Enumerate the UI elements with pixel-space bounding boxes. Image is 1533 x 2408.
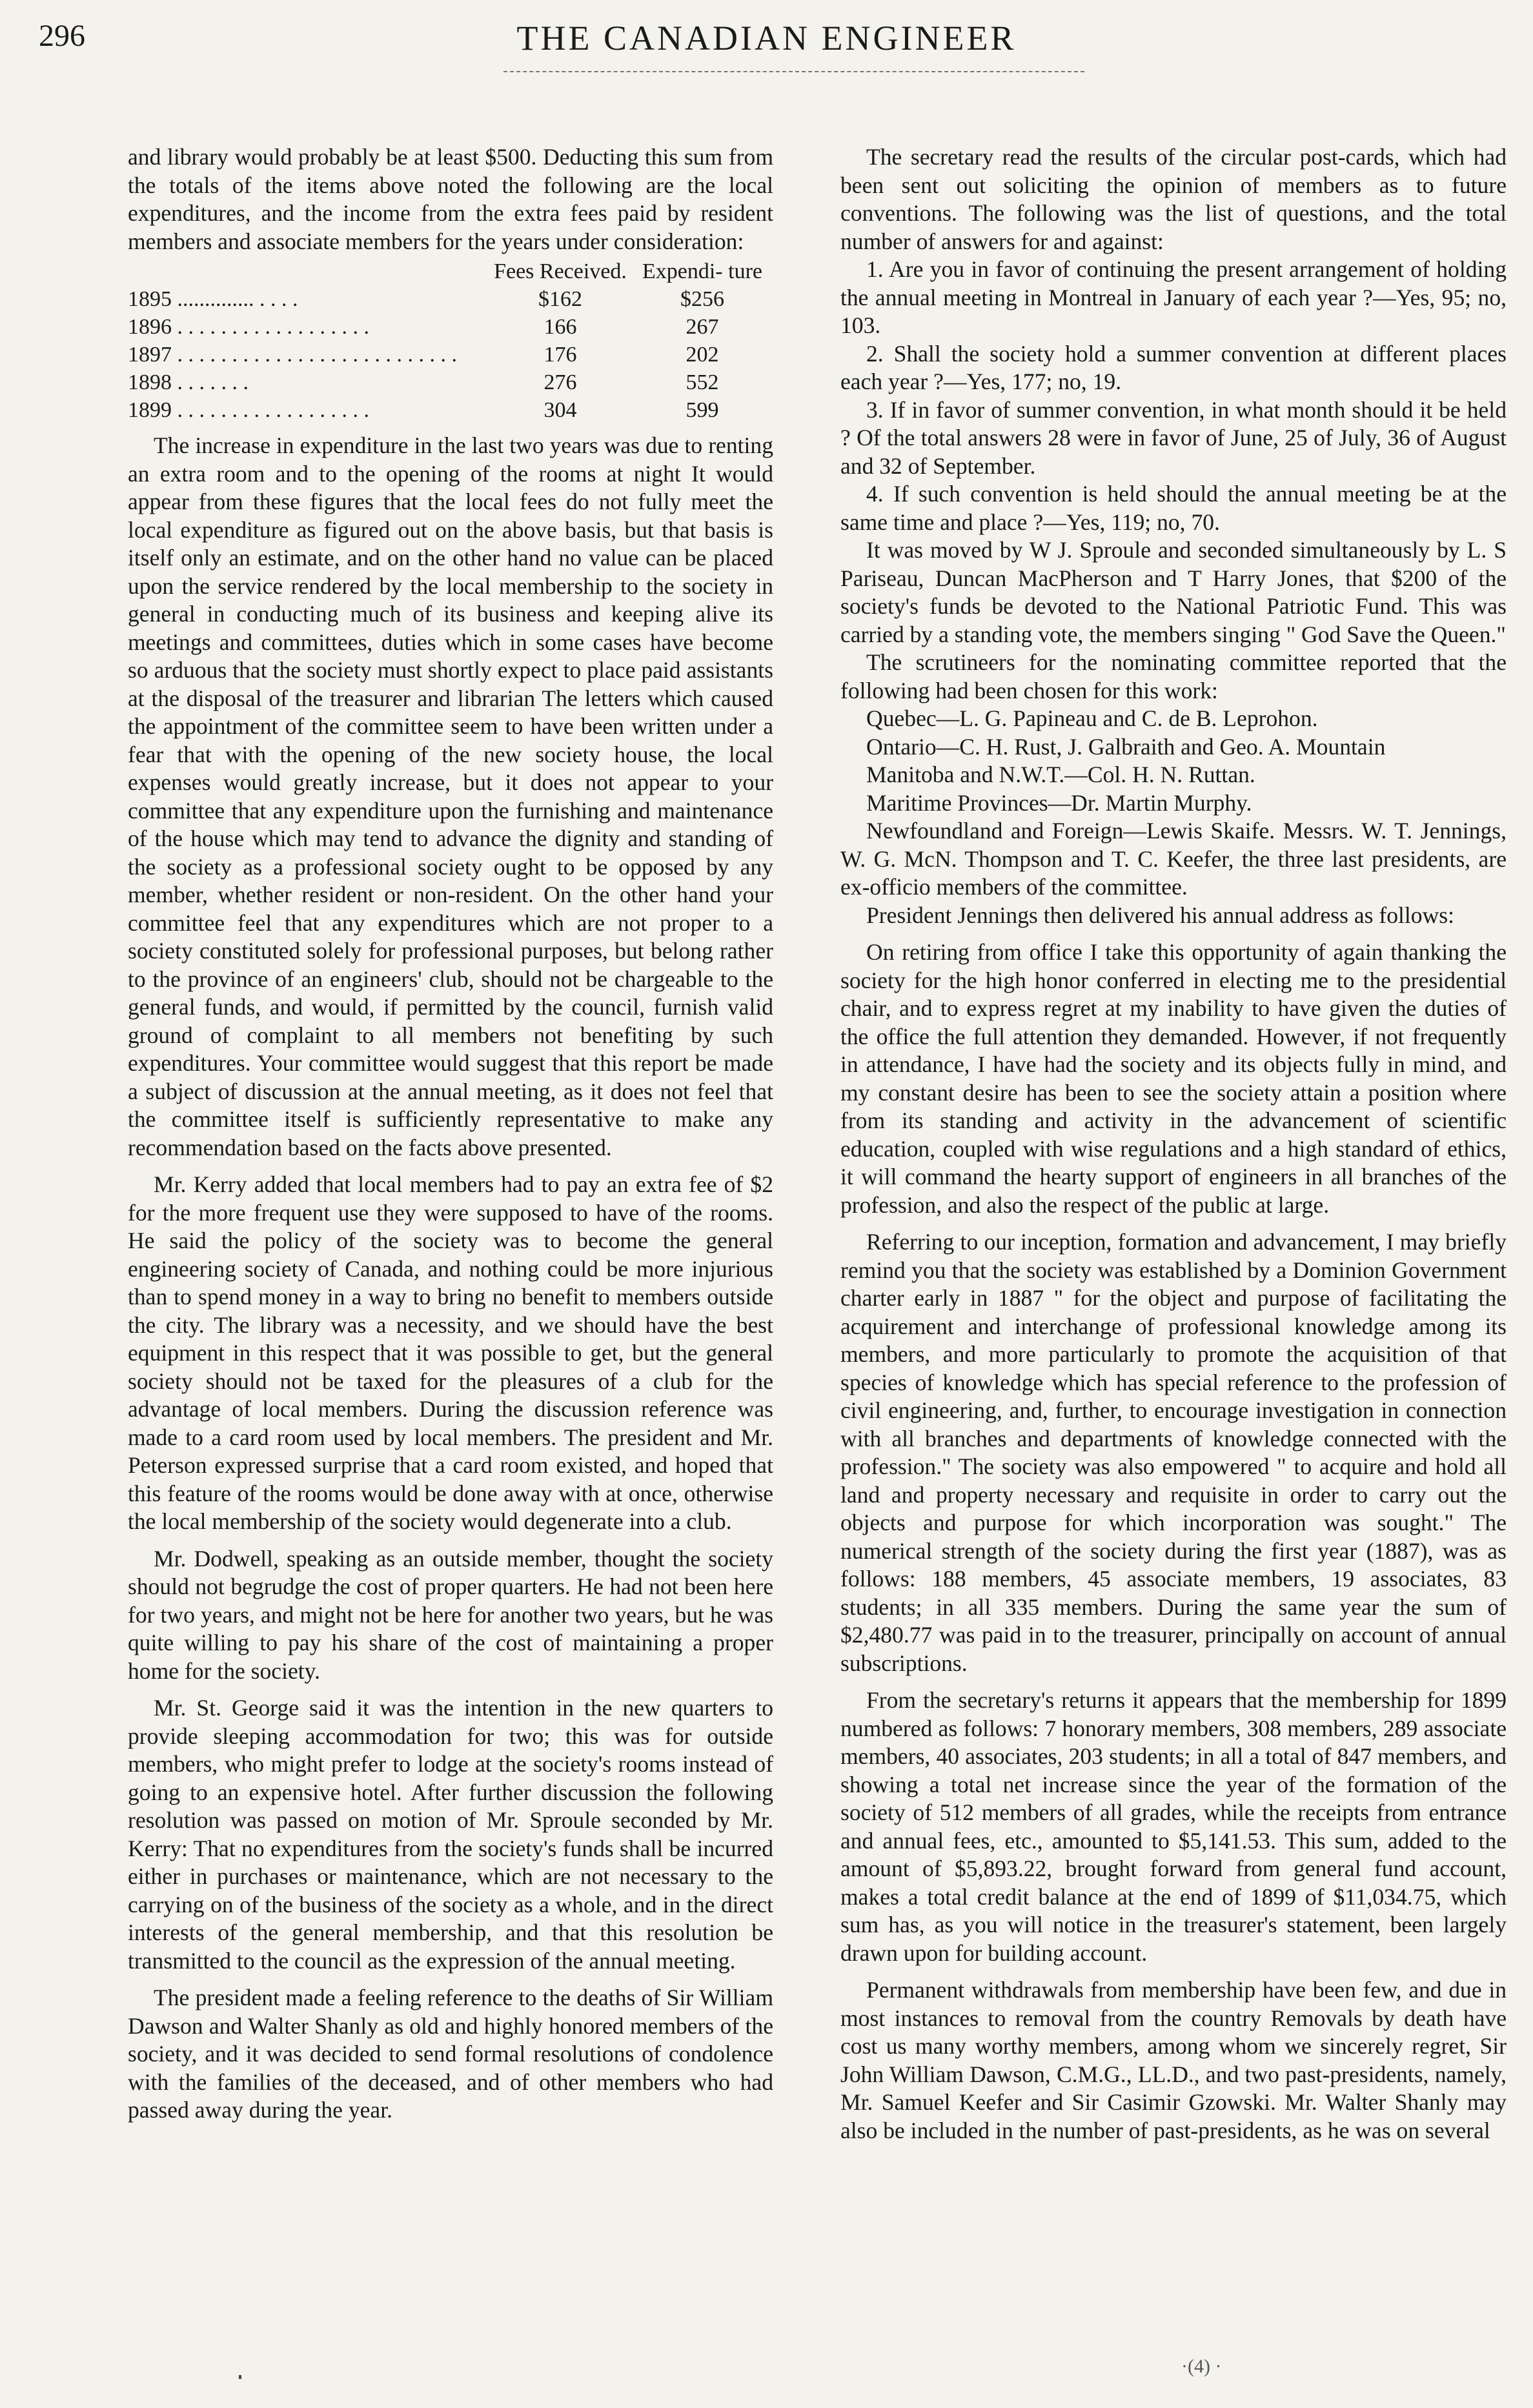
right-column: [840, 143, 1507, 2145]
year-cell: 1898 . . . . . . .: [128, 370, 249, 394]
exp-cell: 267: [685, 315, 719, 339]
paragraph-st-george: Mr. St. George said it was the intention in the new quarters to provide sleeping accommodation for two; this was for outside members, who might prefer to lodge at the society's rooms instead of going to an expensive hotel. After further discussion the following resolution was passed on motion of Mr. Sproule seconded by Mr. Kerry: That no expenditures from the society's funds shall be incurred either in purchases or maintenance, which are not necessary to the carrying on of the business of the society as a whole, and in the direct interests of the general membership, and that this resolution be transmitted to the council as the expression of the annual meeting.: [128, 1695, 773, 1974]
fees-cell: 166: [543, 315, 577, 339]
table-row: [128, 369, 773, 396]
address-paragraph-1: On retiring from office I take this opportunity of again thanking the society for the high honor conferred in electing me to the presidential chair, and to express regret at my inability to have given the duties of the office the full attention they demanded. However, if not frequently in attendance, I have had the society and its objects fully in mind, and my constant desire has been to see the society attain a position where from its standing and activity in the advancement of scientific education, coupled with wise regulations and a high standard of ethics, it will command the hearty support of engineers in all branches of the profession, and also the respect of the public at large.: [840, 939, 1507, 1218]
fees-cell: 304: [543, 398, 577, 422]
left-column: [128, 143, 773, 2125]
paragraph-scrutineers: The scrutineers for the nominating committee reported that the following had been chosen for this work:: [840, 649, 1507, 703]
paragraph-newfoundland: Newfoundland and Foreign—Lewis Skaife. Messrs. W. T. Jennings, W. G. McN. Thompson and T. C. Keefer, the three last presidents, are ex-officio members of the committee.: [840, 818, 1507, 900]
paragraph-dodwell: Mr. Dodwell, speaking as an outside member, thought the society should not begrudge the cost of proper quarters. He had not been here for two years, and might not be here for another two years, but he was quite willing to pay his share of the cost of maintaining a proper home for the society.: [128, 1545, 773, 1684]
question-4: 4. If such convention is held should the annual meeting be at the same time and place ?—Yes, 119; no, 70.: [840, 481, 1507, 535]
paragraph-condolence: The president made a feeling reference to the deaths of Sir William Dawson and Walter Shanly as old and highly honored members of the society, and it was decided to send formal resolutions of condolence with the families of the deceased, and of other members who had passed away during the year.: [128, 1985, 773, 2123]
expenditure-header: Expendi- ture: [642, 259, 762, 283]
nominee-ontario: Ontario—C. H. Rust, J. Galbraith and Geo. A. Mountain: [866, 733, 1386, 760]
stray-mark: [239, 2375, 241, 2379]
page-number: 296: [39, 19, 85, 53]
nominee-quebec: Quebec—L. G. Papineau and C. de B. Leprohon.: [866, 705, 1318, 731]
fees-header: Fees Received.: [494, 259, 627, 283]
header-rule: [503, 71, 1084, 72]
address-paragraph-4: Permanent withdrawals from membership have been few, and due in most instances to removal from the country Removals by death have cost us many worthy members, among whom we sincerely regret, Sir John William Dawson, C.M.G., LL.D., and two past-presidents, namely, Mr. Samuel Keefer and Sir Casimir Gzowski. Mr. Walter Shanly may also be included in the number of past-presidents, as he was on several: [840, 1977, 1507, 2143]
question-2: 2. Shall the society hold a summer convention at different places each year ?—Yes, 177; no, 19.: [840, 340, 1507, 394]
fees-table: [128, 258, 773, 424]
table-row: [128, 285, 773, 313]
fees-cell: 276: [543, 370, 577, 394]
paragraph-kerry: Mr. Kerry added that local members had to pay an extra fee of $2 for the more frequent use they were supposed to have of the rooms. He said the policy of the society was to become the general engineering society of Canada, and nothing could be more injurious than to spend money in a way to bring no benefit to members outside the city. The library was a necessity, and we should have the best equipment in this respect that it was possible to get, but the general society should not be taxed for the pleasures of a club for the advantage of local members. During the discussion reference was made to a card room used by local members. The president and Mr. Peterson expressed surprise that a card room existed, and hoped that this feature of the rooms would be done away with at once, otherwise the local membership of the society would degenerate into a club.: [128, 1171, 773, 1534]
exp-cell: 202: [685, 343, 719, 367]
question-3: 3. If in favor of summer convention, in what month should it be held ? Of the total answers 28 were in favor of June, 25 of July, 36 of August and 32 of September.: [840, 396, 1507, 479]
year-cell: 1895 .............. . . . .: [128, 287, 298, 311]
fees-cell: 176: [543, 343, 577, 367]
intro-paragraph: and library would probably be at least $500. Deducting this sum from the totals of the items above noted the following are the local expenditures, and the income from the extra fees paid by resident members and associate members for the years under consideration:: [128, 144, 773, 254]
exp-cell: 599: [685, 398, 719, 422]
paragraph-increase: The increase in expenditure in the last two years was due to renting an extra room and to the opening of the rooms at night It would appear from these figures that the local fees do not fully meet the local expenditure as figured out on the above basis, but that basis is itself only an estimate, and on the other hand no value can be placed upon the service rendered by the local membership to the society in general in conducting much of its business and keeping alive its meetings and committees, duties which in some cases have become so arduous that the society must shortly expect to place paid assistants at the disposal of the treasurer and librarian The letters which caused the appointment of the committee seem to have been written under a fear that with the opening of the new society house, the local expenses would greatly increase, but it does not appear to your committee that any expenditure upon the furnishing and maintenance of the house which may tend to advance the dignity and standing of the society as a professional society ought to be opposed by any member, whether resident or non-resident. On the other hand your committee feel that any expenditures which are not proper to a society constituted solely for professional purposes, but belong rather to the province of an engineers' club, should not be chargeable to the general funds, and would, if permitted by the council, furnish valid ground of complaint to all members not benefiting by such expenditures. Your committee would suggest that this report be made a subject of discussion at the annual meeting, as it does not feel that the committee itself is sufficiently representative to make any recommendation based on the facts above presented.: [128, 432, 773, 1160]
address-paragraph-2: Referring to our inception, formation and advancement, I may briefly remind you that the society was established by a Dominion Government charter early in 1887 " for the object and purpose of facilitating the acquirement and interchange of professional knowledge among its members, and more particularly to promote the acquisition of that species of knowledge which has special reference to the profession of civil engineering, and, further, to encourage investigation in connection with all branches and departments of knowledge connected with the profession." The society was also empowered " to acquire and hold all land and property necessary and requisite in order to carry out the objects and purpose for which incorporation was sought." The numerical strength of the society during the first year (1887), was as follows: 188 members, 45 associate members, 19 associates, 83 students; in all 335 members. During the same year the sum of $2,480.77 was paid in to the treasurer, principally on account of annual subscriptions.: [840, 1229, 1507, 1676]
footer-mark: ·(4) ·: [1181, 2356, 1222, 2377]
paragraph-president: President Jennings then delivered his annual address as follows:: [866, 902, 1455, 928]
paragraph-secretary: The secretary read the results of the circular post-cards, which had been sent out soliciting the opinion of members as to future conventions. The following was the list of questions, and the total number of answers for and against:: [840, 144, 1507, 254]
exp-cell: $256: [680, 287, 724, 311]
journal-title: THE CANADIAN ENGINEER: [516, 19, 1017, 57]
table-row: [128, 313, 773, 341]
table-row: [128, 341, 773, 369]
year-cell: 1896 . . . . . . . . . . . . . . . . . .: [128, 315, 369, 339]
fees-table-header: [128, 258, 773, 285]
nominee-maritime: Maritime Provinces—Dr. Martin Murphy.: [866, 789, 1252, 816]
table-row: [128, 396, 773, 424]
year-cell: 1897 . . . . . . . . . . . . . . . . . . . . . . . . . .: [128, 343, 457, 367]
question-1: 1. Are you in favor of continuing the present arrangement of holding the annual meeting in Montreal in January of each year ?—Yes, 95; no, 103.: [840, 256, 1507, 338]
year-cell: 1899 . . . . . . . . . . . . . . . . . .: [128, 398, 369, 422]
paragraph-motion: It was moved by W J. Sproule and seconded simultaneously by L. S Pariseau, Duncan MacPherson and T Harry Jones, that $200 of the society's funds be devoted to the National Patriotic Fund. This was carried by a standing vote, the members singing " God Save the Queen.": [840, 537, 1507, 647]
address-paragraph-3: From the secretary's returns it appears that the membership for 1899 numbered as follows: 7 honorary members, 308 members, 289 associate members, 40 associates, 203 students; in all a total of 847 members, and showing a total net increase since the year of the formation of the society of 512 members of all grades, while the receipts from entrance and annual fees, etc., amounted to $5,141.53. This sum, added to the amount of $5,893.22, brought forward from general fund account, makes a total credit balance at the end of 1899 of $11,034.75, which sum has, as you will notice in the treasurer's statement, been largely drawn upon for building account.: [840, 1687, 1507, 1966]
fees-cell: $162: [538, 287, 582, 311]
exp-cell: 552: [685, 370, 719, 394]
nominee-manitoba: Manitoba and N.W.T.—Col. H. N. Ruttan.: [866, 762, 1255, 787]
